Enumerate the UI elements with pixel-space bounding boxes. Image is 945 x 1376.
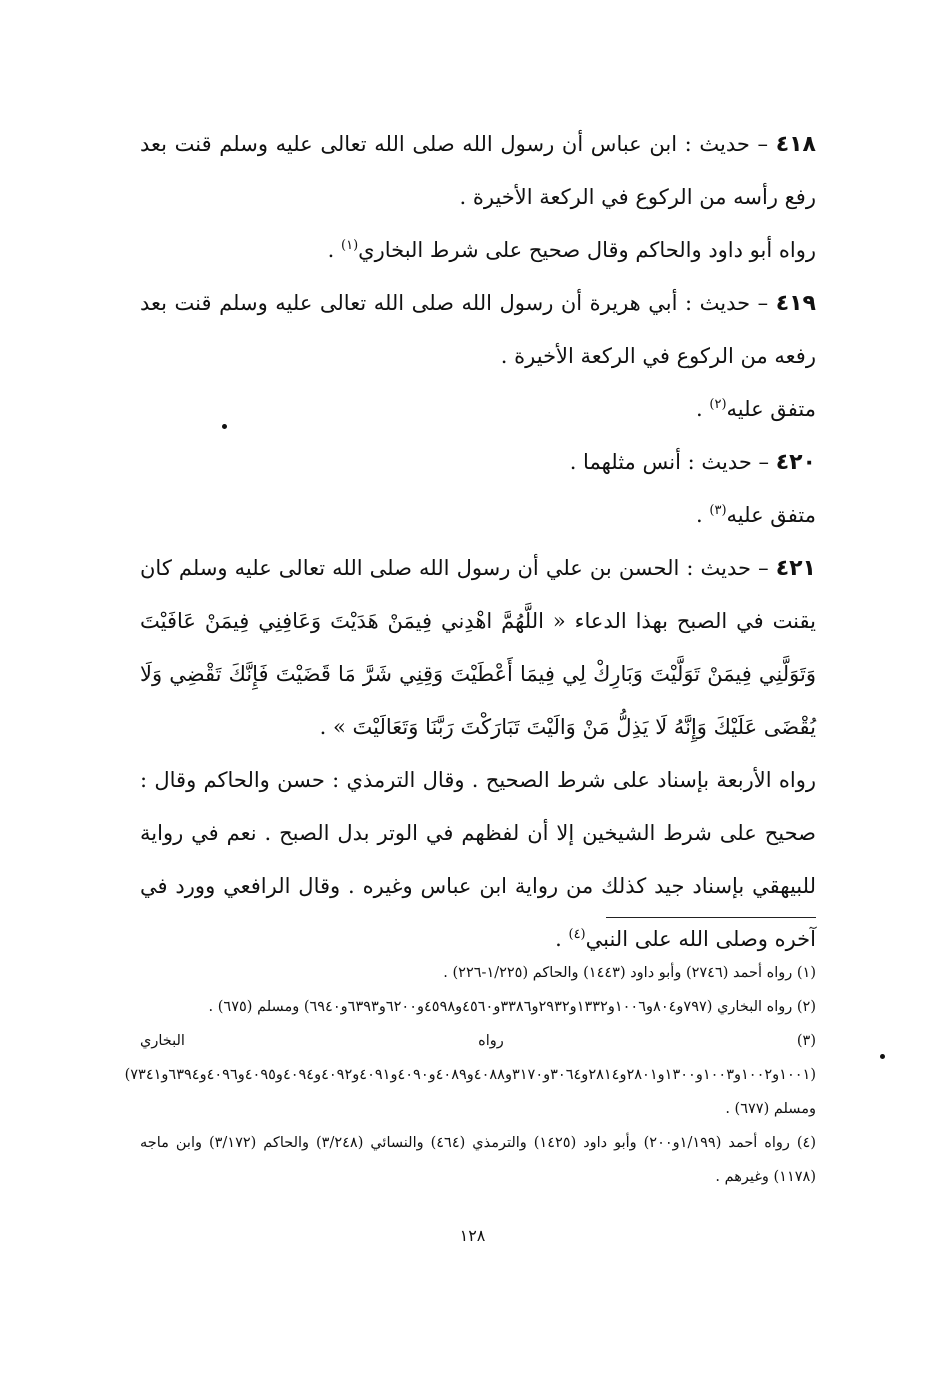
source-419: متفق عليه$^{(٢)}$ . xyxy=(696,397,816,421)
hadith-421 xyxy=(140,542,816,754)
footnote-3: (٣) رواه البخاري (١٠٠١و١٠٠٢و١٠٠٣و١٣٠٠و٢٨٠١و٢٨١٤و٣٠٦٤و٣١٧٠و٤٠٨٨و٤٠٨٩و٤٠٩٠و٤٠٩١و٤٠٩٢و٤٠٩٤و٤٠٩٥و٤٠٩٦و٦٣٩٤و٧٣٤١) ومسلم (٦٧٧) . xyxy=(124,1033,816,1117)
footnote-ref: (٢) xyxy=(709,397,727,412)
hadith-text: – حديث : أبي هريرة أن رسول الله صلى الله تعالى عليه وسلم قنت بعد رفعه من الركوع في الركعة الأخيرة . xyxy=(140,291,816,368)
footnote-divider xyxy=(606,917,816,918)
page-number: ١٢٨ xyxy=(459,1226,486,1245)
footnote-ref: (١) xyxy=(341,238,359,253)
scan-speck xyxy=(222,424,227,429)
footnote-ref: (٤) xyxy=(568,927,586,942)
main-text xyxy=(140,118,816,966)
source-420: متفق عليه$^{(٣)}$ . xyxy=(696,503,816,527)
scan-speck xyxy=(880,1054,885,1059)
hadith-text: – حديث : أنس مثلهما . xyxy=(569,450,770,474)
footnote-4: (٤) رواه أحمد (١/١٩٩و٢٠٠) وأبو داود (١٤٢٥) والترمذي (٤٦٤) والنسائي (٣/٢٤٨) والحاكم (٣/١٧٢) وابن ماجه (١١٧٨) وغيرهم . xyxy=(140,1135,816,1185)
hadith-number: ٤٢١ xyxy=(775,556,816,581)
source-421: رواه الأربعة بإسناد على شرط الصحيح . وقال الترمذي : حسن والحاكم وقال : صحيح على شرط الشيخين إلا أن لفظهم في الوتر بدل الصبح . نعم في رواية للبيهقي بإسناد جيد كذلك من رواية ابن عباس وغيره . وقال الرافعي وورد في آخره وصلى الله على النبي$^{(٤)}$ . xyxy=(140,768,816,951)
hadith-number: ٤١٩ xyxy=(775,291,816,316)
footnote-ref: (٣) xyxy=(709,503,727,518)
hadith-text: – حديث : ابن عباس أن رسول الله صلى الله تعالى عليه وسلم قنت بعد رفع رأسه من الركوع في الركعة الأخيرة . xyxy=(140,132,816,209)
footnotes xyxy=(124,956,816,1194)
source-418: رواه أبو داود والحاكم وقال صحيح على شرط البخاري$^{(١)}$ . xyxy=(327,238,816,262)
footnote-2: (٢) رواه البخاري (٧٩٧و٨٠٤و١٠٠٦و١٣٣٢و٢٩٣٢و٣٣٨٦و٤٥٦٠و٤٥٩٨و٦٢٠٠و٦٣٩٣و٦٩٤٠) ومسلم (٦٧٥) . xyxy=(208,999,816,1015)
footnote-1: (١) رواه أحمد (٢٧٤٦) وأبو داود (١٤٤٣) والحاكم (١/٢٢٥-٢٢٦) . xyxy=(443,965,816,981)
hadith-419 xyxy=(140,277,816,383)
hadith-number: ٤١٨ xyxy=(775,132,816,157)
hadith-420 xyxy=(140,436,816,489)
hadith-text: – حديث : الحسن بن علي أن رسول الله صلى الله تعالى عليه وسلم كان يقنت في الصبح بهذا الدعاء « اللَّهُمَّ اهْدِني فِيمَنْ هَدَيْتَ وَعَافِنِي فِيمَنْ عَافَيْتَ وَتَوَلَّنِي فِيمَنْ تَوَلَّيْتَ وَبَارِكْ لِي فِيمَا أَعْطَيْتَ وَقِنِي شَرَّ مَا قَضَيْتَ فَإِنَّكَ تَقْضِي وَلَا يُقْضَى عَلَيْكَ وَإِنَّهُ لَا يَذِلُّ مَنْ وَالَيْتَ تَبَارَكْتَ رَبَّنَا وَتَعَالَيْتَ » . xyxy=(140,556,816,739)
hadith-number: ٤٢٠ xyxy=(775,450,816,475)
hadith-418 xyxy=(140,118,816,224)
